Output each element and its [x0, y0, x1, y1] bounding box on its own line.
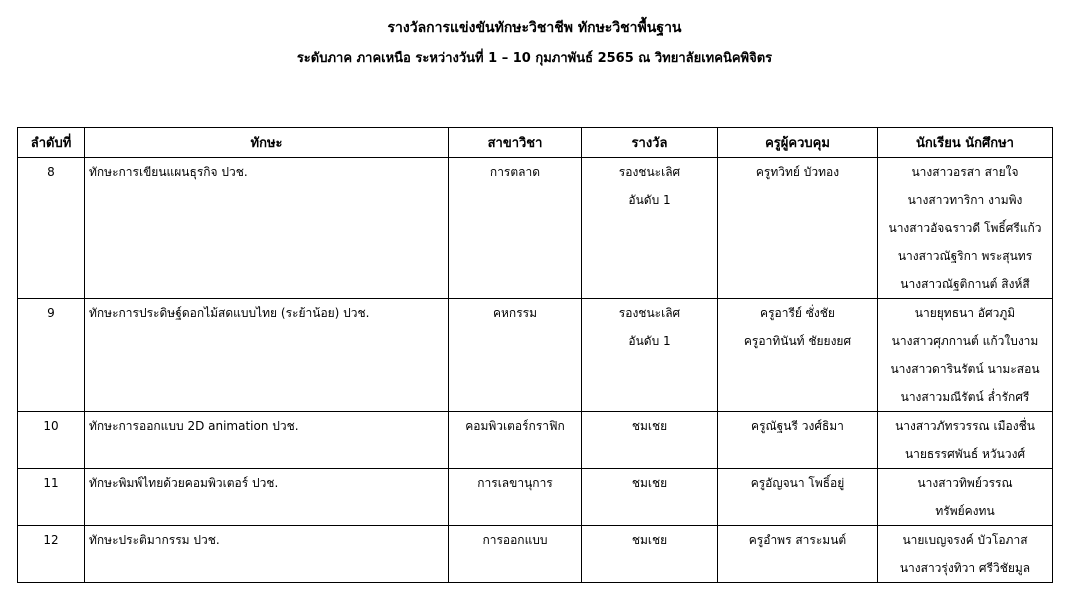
cell-award: ชมเชย	[582, 526, 718, 583]
table-row	[18, 469, 1053, 526]
awards-table	[17, 127, 1053, 583]
table-row	[18, 412, 1053, 469]
document-subtitle: ระดับภาค ภาคเหนือ ระหว่างวันที่ 1 – 10 กุมภาพันธ์ 2565 ณ วิทยาลัยเทคนิคพิจิตร	[296, 51, 773, 66]
cell-no: 10	[18, 412, 85, 469]
header-skill: ทักษะ	[85, 128, 449, 158]
cell-students: นายยุทธนา อัศวภูมิ นางสาวศุภกานต์ แก้วใบงาม นางสาวดารินรัตน์ นามะสอน นางสาวมณีรัตน์ ล่ำรักศรี	[878, 299, 1053, 412]
table-header-row	[18, 128, 1053, 158]
cell-skill: ทักษะการออกแบบ 2D animation ปวช.	[85, 412, 449, 469]
header-students: นักเรียน นักศึกษา	[878, 128, 1053, 158]
cell-students: นางสาวทิพย์วรรณ ทรัพย์คงทน	[878, 469, 1053, 526]
cell-field: การเลขานุการ	[449, 469, 582, 526]
table-row	[18, 526, 1053, 583]
cell-students: นายเบญจรงค์ บัวโอภาส นางสาวรุ่งทิวา ศรีวิชัยมูล	[878, 526, 1053, 583]
cell-no: 8	[18, 158, 85, 299]
cell-teachers: ครูณัฐนรี วงศ์ธิมา	[718, 412, 878, 469]
cell-students: นางสาวภัทรวรรณ เมืองชื่น นายธรรศพันธ์ หวันวงศ์	[878, 412, 1053, 469]
cell-field: คหกรรม	[449, 299, 582, 412]
cell-teachers: ครูอัญจนา โพธิ์อยู่	[718, 469, 878, 526]
cell-no: 11	[18, 469, 85, 526]
header-teachers: ครูผู้ควบคุม	[718, 128, 878, 158]
header-award: รางวัล	[582, 128, 718, 158]
cell-field: การตลาด	[449, 158, 582, 299]
cell-field: คอมพิวเตอร์กราฟิก	[449, 412, 582, 469]
table-row	[18, 299, 1053, 412]
cell-skill: ทักษะพิมพ์ไทยด้วยคอมพิวเตอร์ ปวช.	[85, 469, 449, 526]
cell-teachers: ครูอำพร สาระมนต์	[718, 526, 878, 583]
cell-skill: ทักษะการเขียนแผนธุรกิจ ปวช.	[85, 158, 449, 299]
cell-no: 12	[18, 526, 85, 583]
cell-teachers: ครูอารีย์ ซั่งชัย ครูอาทินันท์ ชัยยงยศ	[718, 299, 878, 412]
cell-no: 9	[18, 299, 85, 412]
cell-teachers: ครูทวิทย์ บัวทอง	[718, 158, 878, 299]
header-no: ลำดับที่	[18, 128, 85, 158]
cell-field: การออกแบบ	[449, 526, 582, 583]
cell-award: ชมเชย	[582, 412, 718, 469]
document-title: รางวัลการแข่งขันทักษะวิชาชีพ ทักษะวิชาพื้นฐาน	[387, 20, 682, 36]
cell-skill: ทักษะการประดิษฐ์ดอกไม้สดแบบไทย (ระย้าน้อย) ปวช.	[85, 299, 449, 412]
cell-award: รองชนะเลิศ อันดับ 1	[582, 158, 718, 299]
cell-students: นางสาวอรสา สายใจ นางสาวทาริกา งามพิง นางสาวอัจฉราวดี โพธิ์ศรีแก้ว นางสาวณัฐริกา พระสุนทร นางสาวณัฐติกานต์ สิงห์สี	[878, 158, 1053, 299]
cell-award: ชมเชย	[582, 469, 718, 526]
cell-skill: ทักษะประติมากรรม ปวช.	[85, 526, 449, 583]
cell-award: รองชนะเลิศ อันดับ 1	[582, 299, 718, 412]
table-row	[18, 158, 1053, 299]
header-field: สาขาวิชา	[449, 128, 582, 158]
